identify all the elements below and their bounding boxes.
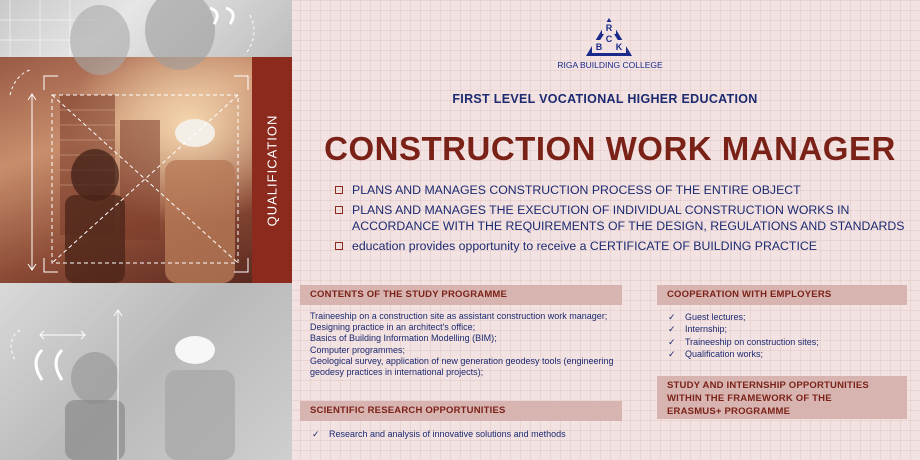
check-mark-icon: ✓ [312, 429, 320, 439]
square-bullet-icon [335, 242, 343, 250]
erasmus-heading [657, 376, 907, 419]
check-mark-icon: ✓ [668, 324, 676, 335]
bullet-text: education provides opportunity to receive a CERTIFICATE OF BUILDING PRACTICE [352, 239, 817, 253]
contents-line: Computer programmes; [310, 344, 406, 355]
bullet-text: PLANS AND MANAGES THE EXECUTION OF INDIVIDUAL CONSTRUCTION WORKS IN ACCORDANCE WITH THE REQUIREMENTS OF THE DESIGN, REGULATIONS AND STANDARDS [352, 203, 905, 233]
contents-line: Geological survey, application of new generation geodesy tools (engineering geodesy practices in international projects); [310, 355, 614, 378]
bullet-item [335, 182, 905, 198]
cooperation-item [668, 336, 908, 348]
college-name: RIGA BUILDING COLLEGE [557, 60, 663, 70]
contents-line: Designing practice in an architect's office; [310, 322, 476, 333]
bullet-item [335, 202, 905, 234]
cooperation-heading: COOPERATION WITH EMPLOYERS [657, 285, 907, 305]
photo-illustration [0, 0, 292, 460]
qualification-bullets [335, 182, 905, 258]
research-heading: SCIENTIFIC RESEARCH OPPORTUNITIES [300, 401, 622, 421]
square-bullet-icon [335, 206, 343, 214]
erasmus-heading-line: STUDY AND INTERNSHIP OPPORTUNITIES [667, 380, 869, 391]
erasmus-heading-line: ERASMUS+ PROGRAMME [667, 406, 791, 417]
contents-line: Basics of Building Information Modelling (BIM); [310, 333, 497, 344]
cooperation-item [668, 348, 908, 360]
cooperation-item [668, 323, 908, 335]
check-mark-icon: ✓ [668, 349, 676, 360]
erasmus-heading-line: WITHIN THE FRAMEWORK OF THE [667, 393, 832, 404]
education-level-subtitle: FIRST LEVEL VOCATIONAL HIGHER EDUCATION [452, 92, 758, 106]
cooperation-item-text: Qualification works; [685, 349, 764, 360]
cooperation-item-text: Internship; [685, 324, 728, 335]
square-bullet-icon [335, 186, 343, 194]
research-list [312, 428, 632, 440]
photo-panel [0, 0, 292, 460]
qualification-label: QUALIFICATION [264, 114, 280, 226]
check-mark-icon: ✓ [668, 336, 676, 347]
cooperation-item-text: Guest lectures; [685, 312, 746, 322]
contents-list [310, 311, 630, 378]
qualification-strip [252, 57, 292, 283]
page-title: CONSTRUCTION WORK MANAGER [324, 130, 896, 167]
logo-letter-r: R [605, 23, 613, 33]
bullet-text: PLANS AND MANAGES CONSTRUCTION PROCESS OF THE ENTIRE OBJECT [352, 183, 801, 197]
logo-letter-b: B [595, 42, 603, 52]
logo-letter-k: K [615, 42, 623, 52]
college-logo [584, 16, 634, 58]
cooperation-item [668, 311, 908, 323]
check-mark-icon: ✓ [668, 312, 676, 322]
research-item-text: Research and analysis of innovative solutions and methods [329, 429, 566, 439]
contents-heading: CONTENTS OF THE STUDY PROGRAMME [300, 285, 622, 305]
logo-letter-c: C [605, 34, 613, 44]
cooperation-item-text: Traineeship on construction sites; [685, 336, 819, 347]
research-item [312, 428, 632, 440]
bullet-item [335, 238, 905, 254]
contents-line: Traineeship on a construction site as assistant construction work manager; [310, 311, 608, 321]
cooperation-list [668, 311, 908, 361]
